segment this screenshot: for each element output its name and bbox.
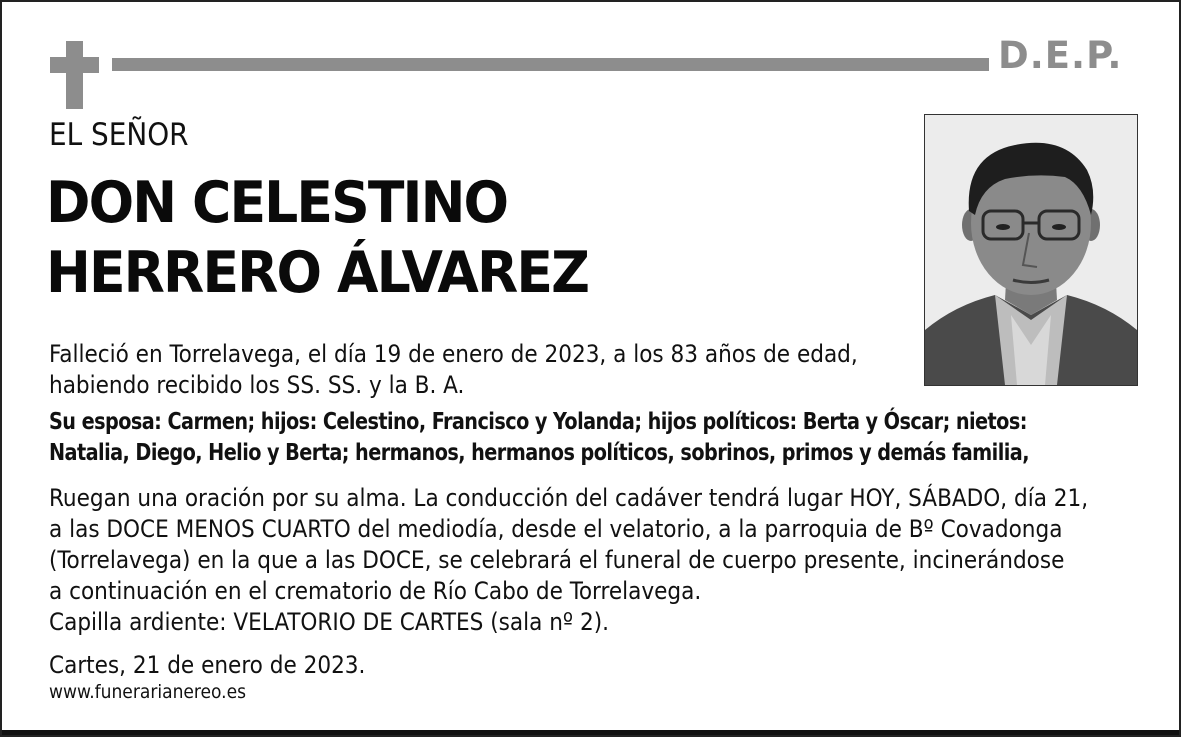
death-notice-line-1: Falleció en Torrelavega, el día 19 de enero de 2023, a los 83 años de edad, — [49, 340, 858, 368]
family-list — [49, 407, 1029, 469]
dep-label: D.E.P. — [998, 34, 1123, 77]
service-line-5: Capilla ardiente: VELATORIO DE CARTES (sala nº 2). — [49, 608, 609, 636]
website-link[interactable]: www.funerarianereo.es — [49, 681, 247, 703]
service-details — [49, 483, 1088, 638]
service-line-1: Ruegan una oración por su alma. La conducción del cadáver tendrá lugar HOY, SÁBADO, día 21, — [49, 484, 1089, 512]
header-rule — [112, 58, 989, 71]
cross-horizontal-bar — [50, 57, 99, 73]
title-prefix: EL SEÑOR — [49, 117, 189, 153]
deceased-name — [46, 168, 588, 308]
bottom-border — [2, 730, 1179, 735]
death-notice — [49, 339, 858, 401]
death-notice-line-2: habiendo recibido los SS. SS. y la B. A. — [49, 371, 465, 399]
portrait-photo — [924, 114, 1138, 386]
name-line-1: DON CELESTINO — [46, 170, 508, 236]
portrait-illustration — [925, 115, 1137, 385]
service-line-2: a las DOCE MENOS CUARTO del mediodía, desde el velatorio, a la parroquia de Bº Covadonga — [49, 515, 1063, 543]
service-line-4: a continuación en el crematorio de Río Cabo de Torrelavega. — [49, 577, 702, 605]
family-line-1: Su esposa: Carmen; hijos: Celestino, Francisco y Yolanda; hijos políticos: Berta y Óscar; nietos: — [49, 409, 1027, 435]
name-line-2: HERRERO ÁLVAREZ — [46, 240, 589, 306]
place-date: Cartes, 21 de enero de 2023. — [49, 651, 366, 679]
service-line-3: (Torrelavega) en la que a las DOCE, se celebrará el funeral de cuerpo presente, incinerándose — [49, 546, 1065, 574]
family-line-2: Natalia, Diego, Helio y Berta; hermanos, hermanos políticos, sobrinos, primos y demás familia, — [49, 440, 1029, 466]
cross-vertical-bar — [66, 41, 83, 109]
